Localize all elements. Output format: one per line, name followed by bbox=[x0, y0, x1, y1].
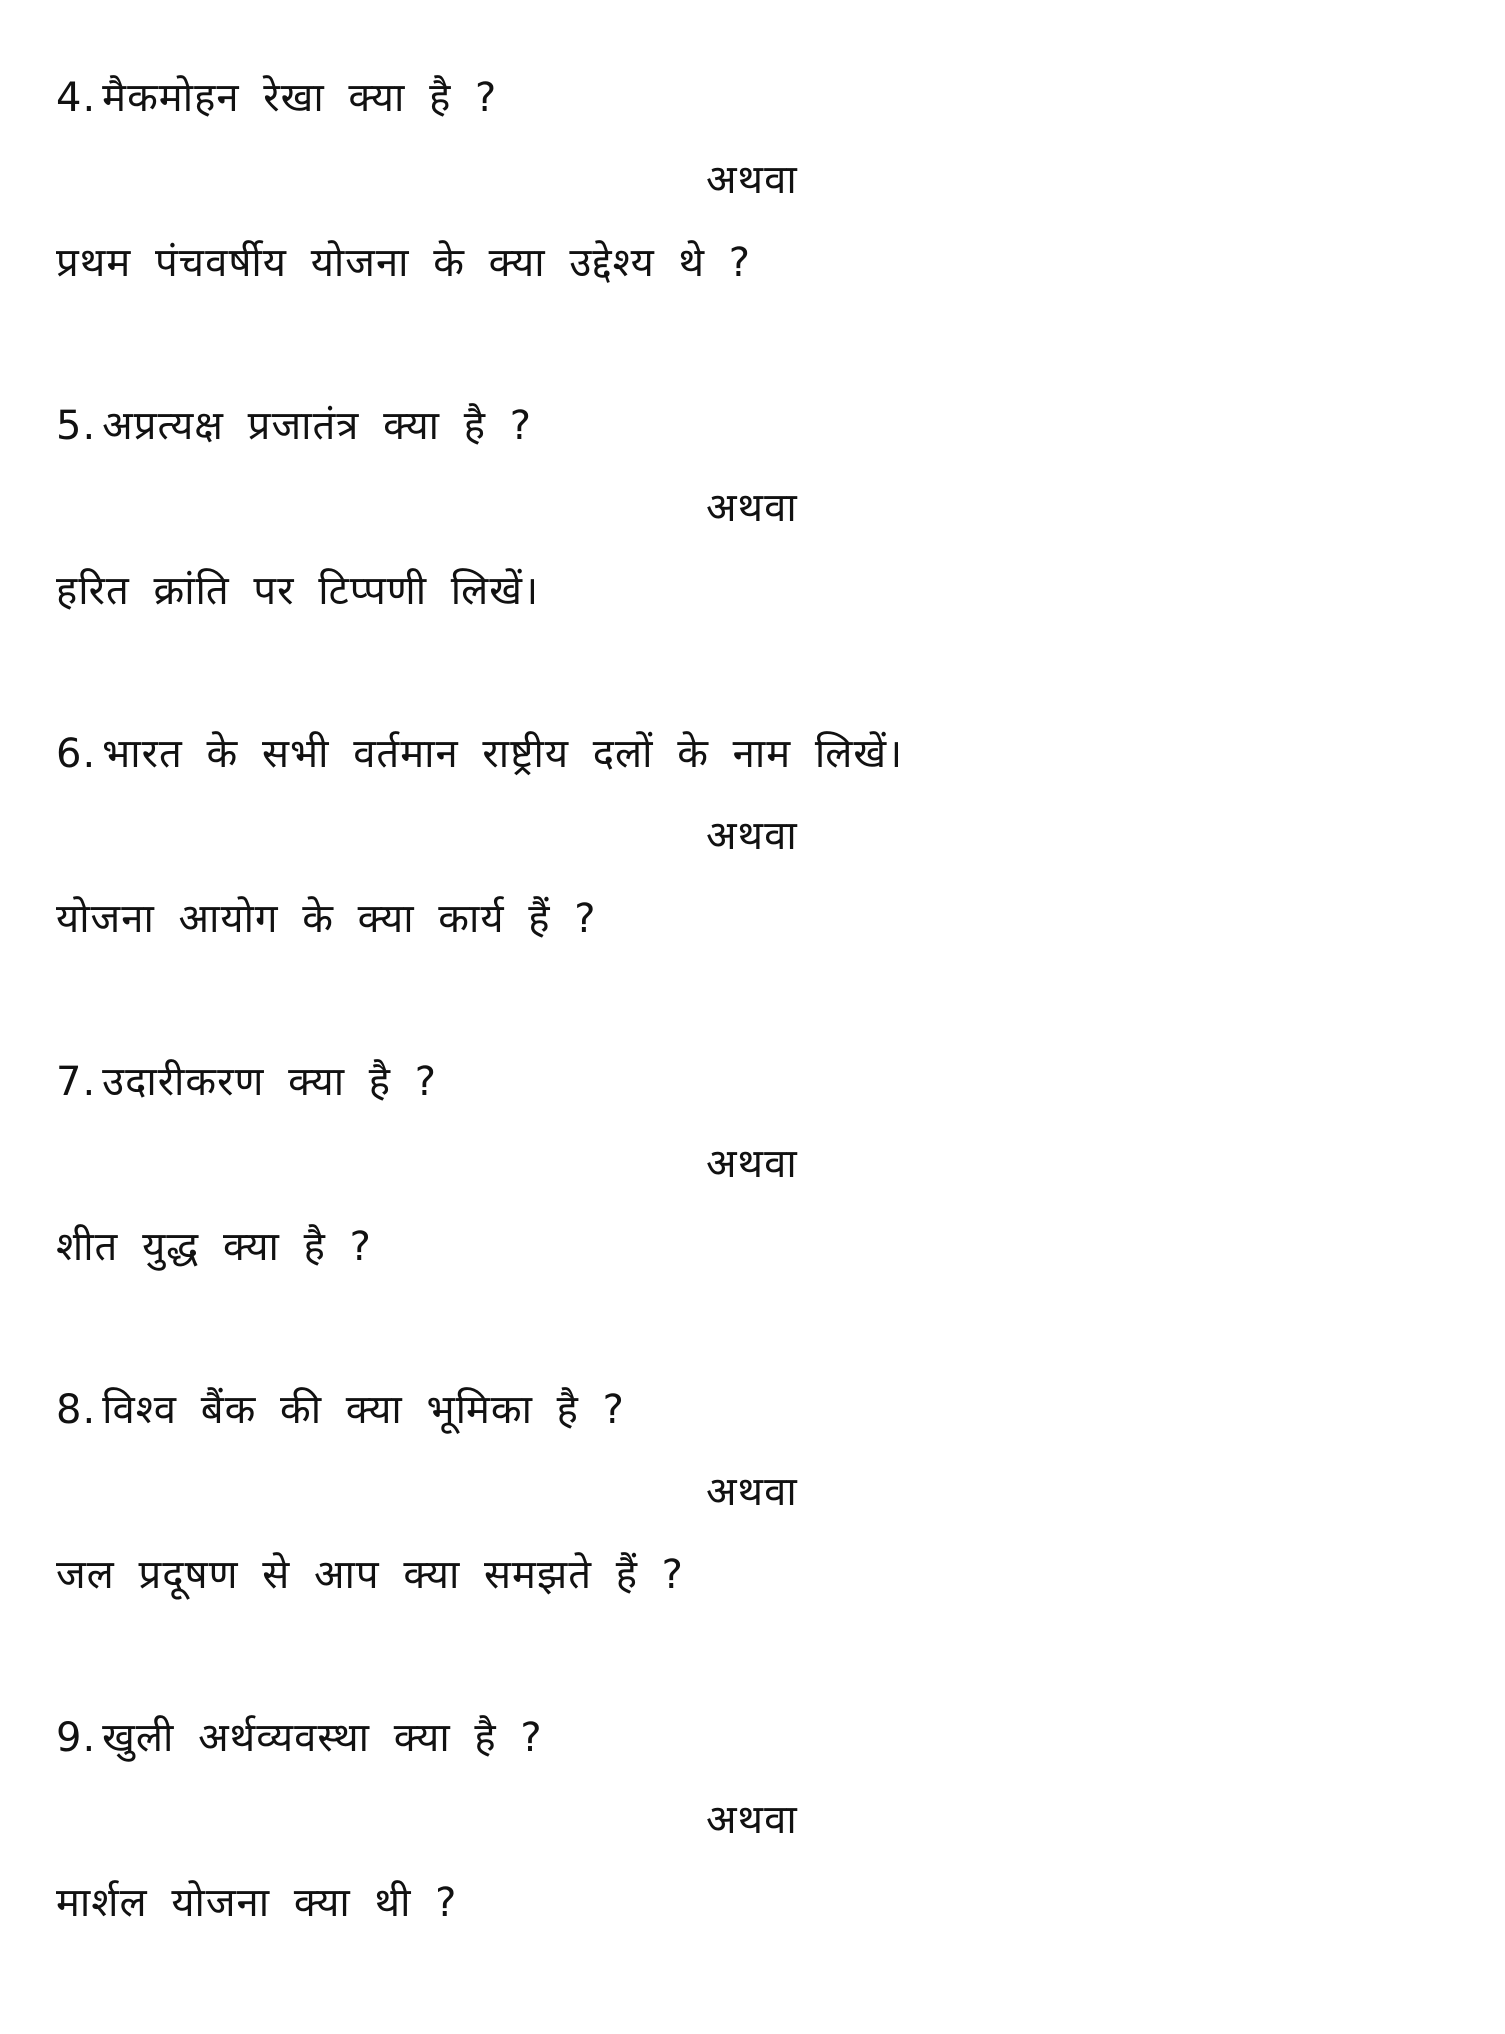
or-label: अथवा bbox=[706, 157, 798, 203]
alternative-question: प्रथम पंचवर्षीय योजना के क्या उद्देश्य थे ? bbox=[56, 240, 752, 286]
or-label: अथवा bbox=[706, 485, 798, 531]
or-label: अथवा bbox=[706, 1141, 798, 1187]
alternative-question: जल प्रदूषण से आप क्या समझते हैं ? bbox=[56, 1552, 684, 1598]
or-label: अथवा bbox=[706, 1797, 798, 1843]
question-text: उदारीकरण क्या है ? bbox=[102, 1059, 437, 1105]
question-line bbox=[56, 398, 532, 454]
question-line bbox=[56, 1382, 625, 1438]
question-text: मैकमोहन रेखा क्या है ? bbox=[102, 75, 498, 121]
alternative-question: योजना आयोग के क्या कार्य हैं ? bbox=[56, 896, 597, 942]
or-label: अथवा bbox=[706, 813, 798, 859]
or-label: अथवा bbox=[706, 1469, 798, 1515]
question-number: 8. bbox=[56, 1387, 97, 1433]
alternative-question: मार्शल योजना क्या थी ? bbox=[56, 1880, 458, 1926]
alternative-question: हरित क्रांति पर टिप्पणी लिखें। bbox=[56, 568, 540, 614]
question-number: 7. bbox=[56, 1059, 97, 1105]
alternative-question: शीत युद्ध क्या है ? bbox=[56, 1224, 372, 1270]
question-number: 5. bbox=[56, 403, 97, 449]
question-text: भारत के सभी वर्तमान राष्ट्रीय दलों के नाम लिखें। bbox=[102, 731, 904, 777]
question-number: 4. bbox=[56, 75, 97, 121]
question-text: खुली अर्थव्यवस्था क्या है ? bbox=[102, 1715, 543, 1761]
question-line bbox=[56, 1710, 543, 1766]
question-text: अप्रत्यक्ष प्रजातंत्र क्या है ? bbox=[102, 403, 532, 449]
question-text: विश्व बैंक की क्या भूमिका है ? bbox=[102, 1387, 625, 1433]
question-number: 6. bbox=[56, 731, 97, 777]
question-number: 9. bbox=[56, 1715, 97, 1761]
question-line bbox=[56, 1054, 437, 1110]
question-line bbox=[56, 70, 497, 126]
question-line bbox=[56, 726, 903, 782]
